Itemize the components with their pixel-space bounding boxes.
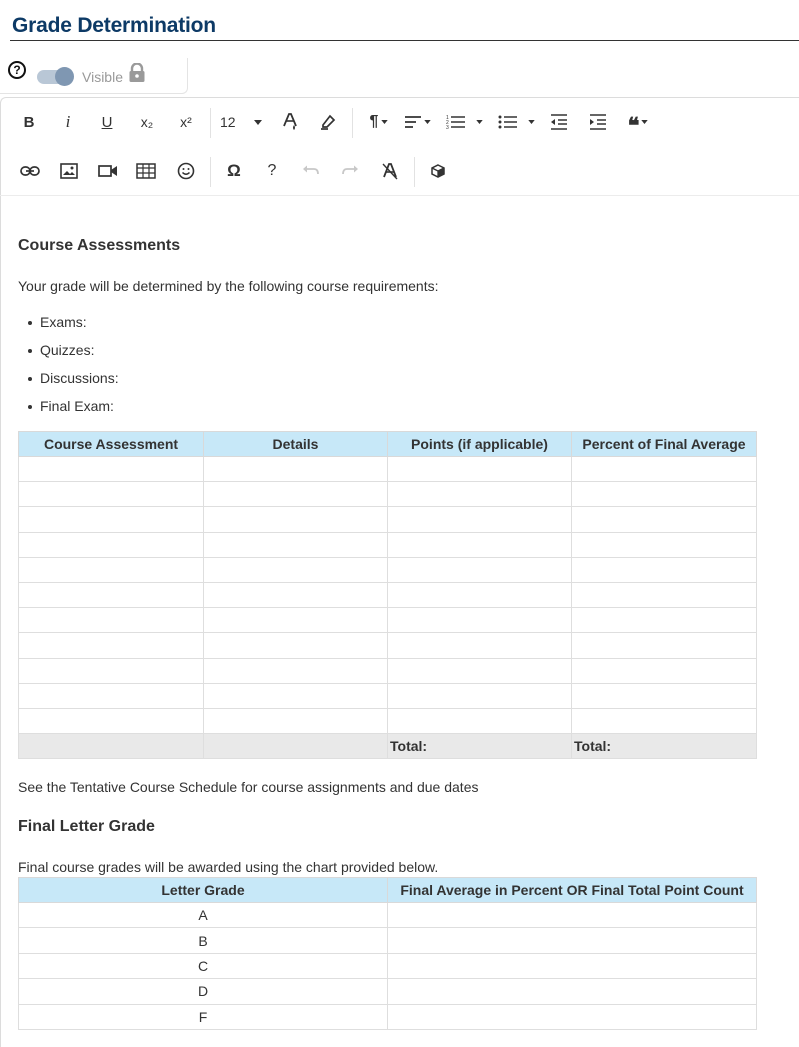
table-cell[interactable] bbox=[204, 557, 388, 582]
letter-grade-cell: A bbox=[19, 903, 388, 928]
table-cell[interactable] bbox=[388, 532, 572, 557]
table-cell[interactable] bbox=[19, 457, 204, 482]
chevron-down-icon bbox=[254, 120, 262, 125]
letter-grade-cell: D bbox=[19, 979, 388, 1004]
svg-text:2: 2 bbox=[445, 120, 449, 126]
intro-paragraph: Your grade will be determined by the following course requirements: bbox=[18, 278, 439, 294]
table-cell bbox=[19, 734, 204, 759]
visibility-label: Visible bbox=[82, 69, 123, 85]
table-cell[interactable] bbox=[204, 457, 388, 482]
toolbar-divider bbox=[0, 195, 799, 196]
subscript-button[interactable]: x₂ bbox=[140, 114, 154, 130]
help-button[interactable]: ? bbox=[267, 162, 277, 179]
column-header: Points (if applicable) bbox=[388, 432, 572, 457]
schedule-note: See the Tentative Course Schedule for course assignments and due dates bbox=[18, 779, 479, 795]
table-cell[interactable] bbox=[19, 708, 204, 733]
toolbar-separator bbox=[352, 108, 353, 138]
quote-dropdown[interactable] bbox=[622, 110, 654, 138]
table-cell[interactable] bbox=[204, 708, 388, 733]
table-cell[interactable] bbox=[19, 557, 204, 582]
grade-threshold-cell[interactable] bbox=[388, 903, 757, 928]
letter-grade-cell: F bbox=[19, 1004, 388, 1029]
question-circle-icon[interactable]: ? bbox=[8, 61, 26, 79]
svg-text:1: 1 bbox=[445, 115, 449, 121]
table-cell[interactable] bbox=[204, 582, 388, 607]
final-letter-grade-heading: Final Letter Grade bbox=[18, 818, 155, 835]
table-cell[interactable] bbox=[572, 557, 757, 582]
table-row bbox=[19, 708, 757, 733]
column-header: Course Assessment bbox=[19, 432, 204, 457]
requirements-list bbox=[28, 314, 119, 426]
toolbar-separator bbox=[210, 108, 211, 138]
table-row bbox=[19, 457, 757, 482]
table-cell[interactable] bbox=[19, 633, 204, 658]
quote-icon: ❝ bbox=[627, 113, 640, 138]
table-row bbox=[19, 557, 757, 582]
font-size-value: 12 bbox=[220, 114, 236, 130]
table-row bbox=[19, 633, 757, 658]
list-item: Exams: bbox=[28, 314, 119, 342]
text-color-icon[interactable] bbox=[280, 110, 300, 134]
table-cell[interactable] bbox=[388, 608, 572, 633]
table-cell[interactable] bbox=[572, 457, 757, 482]
undo-icon[interactable] bbox=[300, 159, 322, 183]
underline-button[interactable]: U bbox=[101, 113, 113, 131]
course-assessments-heading: Course Assessments bbox=[18, 237, 181, 254]
lock-icon bbox=[128, 63, 146, 83]
letter-grade-cell: B bbox=[19, 928, 388, 953]
table-cell bbox=[204, 734, 388, 759]
svg-text:3: 3 bbox=[445, 125, 449, 130]
table-cell[interactable] bbox=[388, 482, 572, 507]
grade-threshold-cell[interactable] bbox=[388, 928, 757, 953]
emoticon-icon[interactable] bbox=[175, 159, 197, 183]
table-cell[interactable] bbox=[388, 457, 572, 482]
indent-icon[interactable] bbox=[587, 110, 609, 134]
table-cell[interactable] bbox=[19, 507, 204, 532]
superscript-button[interactable]: x² bbox=[180, 114, 192, 130]
toolbar-separator bbox=[210, 157, 211, 187]
redo-icon[interactable] bbox=[339, 159, 361, 183]
table-cell[interactable] bbox=[204, 507, 388, 532]
toolbar-separator bbox=[414, 157, 415, 187]
table-icon[interactable] bbox=[135, 159, 157, 183]
letter-grade-table bbox=[18, 877, 757, 1030]
visibility-toggle[interactable] bbox=[37, 68, 74, 84]
page-header bbox=[0, 0, 799, 42]
table-row bbox=[19, 507, 757, 532]
italic-button[interactable]: i bbox=[65, 112, 71, 131]
paragraph-format-dropdown[interactable]: ¶ bbox=[365, 110, 393, 134]
toggle-knob bbox=[55, 67, 74, 86]
table-cell[interactable] bbox=[204, 532, 388, 557]
grade-threshold-cell[interactable] bbox=[388, 1004, 757, 1029]
table-row bbox=[19, 903, 757, 928]
table-cell[interactable] bbox=[388, 557, 572, 582]
table-cell[interactable] bbox=[388, 658, 572, 683]
image-icon[interactable] bbox=[58, 159, 80, 183]
table-cell[interactable] bbox=[572, 482, 757, 507]
table-cell[interactable] bbox=[388, 683, 572, 708]
toolbar-row-2 bbox=[0, 147, 799, 195]
grade-threshold-cell[interactable] bbox=[388, 953, 757, 978]
highlight-icon[interactable] bbox=[318, 110, 338, 134]
table-cell[interactable] bbox=[572, 532, 757, 557]
table-cell[interactable] bbox=[388, 582, 572, 607]
bold-button[interactable]: B bbox=[23, 113, 35, 131]
table-row bbox=[19, 928, 757, 953]
page-title: Grade Determination bbox=[12, 14, 216, 37]
table-row bbox=[19, 658, 757, 683]
video-icon[interactable] bbox=[97, 159, 119, 183]
table-cell[interactable] bbox=[204, 683, 388, 708]
outdent-icon[interactable] bbox=[548, 110, 570, 134]
unordered-list-icon[interactable] bbox=[496, 110, 536, 134]
table-cell[interactable] bbox=[204, 608, 388, 633]
table-header-row bbox=[19, 878, 757, 903]
total-label: Total: bbox=[388, 734, 572, 759]
table-row bbox=[19, 532, 757, 557]
list-item: Quizzes: bbox=[28, 342, 119, 370]
table-cell[interactable] bbox=[19, 482, 204, 507]
clear-formatting-icon[interactable] bbox=[379, 159, 401, 183]
column-header: Details bbox=[204, 432, 388, 457]
table-cell[interactable] bbox=[388, 633, 572, 658]
table-cell[interactable] bbox=[204, 482, 388, 507]
table-cell[interactable] bbox=[19, 608, 204, 633]
table-cell[interactable] bbox=[572, 582, 757, 607]
table-cell[interactable] bbox=[388, 507, 572, 532]
table-cell[interactable] bbox=[204, 633, 388, 658]
ordered-list-icon[interactable] bbox=[444, 110, 484, 134]
total-row bbox=[19, 734, 757, 759]
table-row bbox=[19, 953, 757, 978]
embed-cube-icon[interactable] bbox=[428, 159, 448, 183]
table-row bbox=[19, 1004, 757, 1029]
table-row bbox=[19, 683, 757, 708]
final-grade-intro: Final course grades will be awarded using the chart provided below. bbox=[18, 859, 439, 875]
column-header: Letter Grade bbox=[19, 878, 388, 903]
table-cell[interactable] bbox=[19, 658, 204, 683]
toolbar-row-1 bbox=[0, 98, 799, 146]
grade-threshold-cell[interactable] bbox=[388, 979, 757, 1004]
align-icon[interactable] bbox=[402, 110, 432, 134]
total-label: Total: bbox=[572, 734, 757, 759]
table-cell[interactable] bbox=[572, 507, 757, 532]
table-row bbox=[19, 608, 757, 633]
assessment-table-body bbox=[19, 457, 757, 759]
grade-table-body bbox=[19, 903, 757, 1030]
table-cell[interactable] bbox=[19, 582, 204, 607]
table-cell[interactable] bbox=[388, 708, 572, 733]
special-characters-icon[interactable]: Ω bbox=[227, 161, 241, 180]
column-header: Percent of Final Average bbox=[572, 432, 757, 457]
letter-grade-cell: C bbox=[19, 953, 388, 978]
table-cell[interactable] bbox=[572, 633, 757, 658]
table-row bbox=[19, 979, 757, 1004]
table-row bbox=[19, 482, 757, 507]
list-item: Discussions: bbox=[28, 370, 119, 398]
font-size-dropdown[interactable] bbox=[220, 110, 270, 134]
table-header-row bbox=[19, 432, 757, 457]
table-cell[interactable] bbox=[19, 683, 204, 708]
table-cell[interactable] bbox=[572, 608, 757, 633]
course-assessment-table bbox=[18, 431, 757, 759]
link-icon[interactable] bbox=[19, 159, 41, 183]
title-divider bbox=[10, 40, 799, 41]
table-row bbox=[19, 582, 757, 607]
list-item: Final Exam: bbox=[28, 398, 119, 426]
column-header: Final Average in Percent OR Final Total Point Count bbox=[388, 878, 757, 903]
table-cell[interactable] bbox=[572, 683, 757, 708]
table-cell[interactable] bbox=[572, 658, 757, 683]
table-cell[interactable] bbox=[204, 658, 388, 683]
table-cell[interactable] bbox=[572, 708, 757, 733]
table-cell[interactable] bbox=[19, 532, 204, 557]
